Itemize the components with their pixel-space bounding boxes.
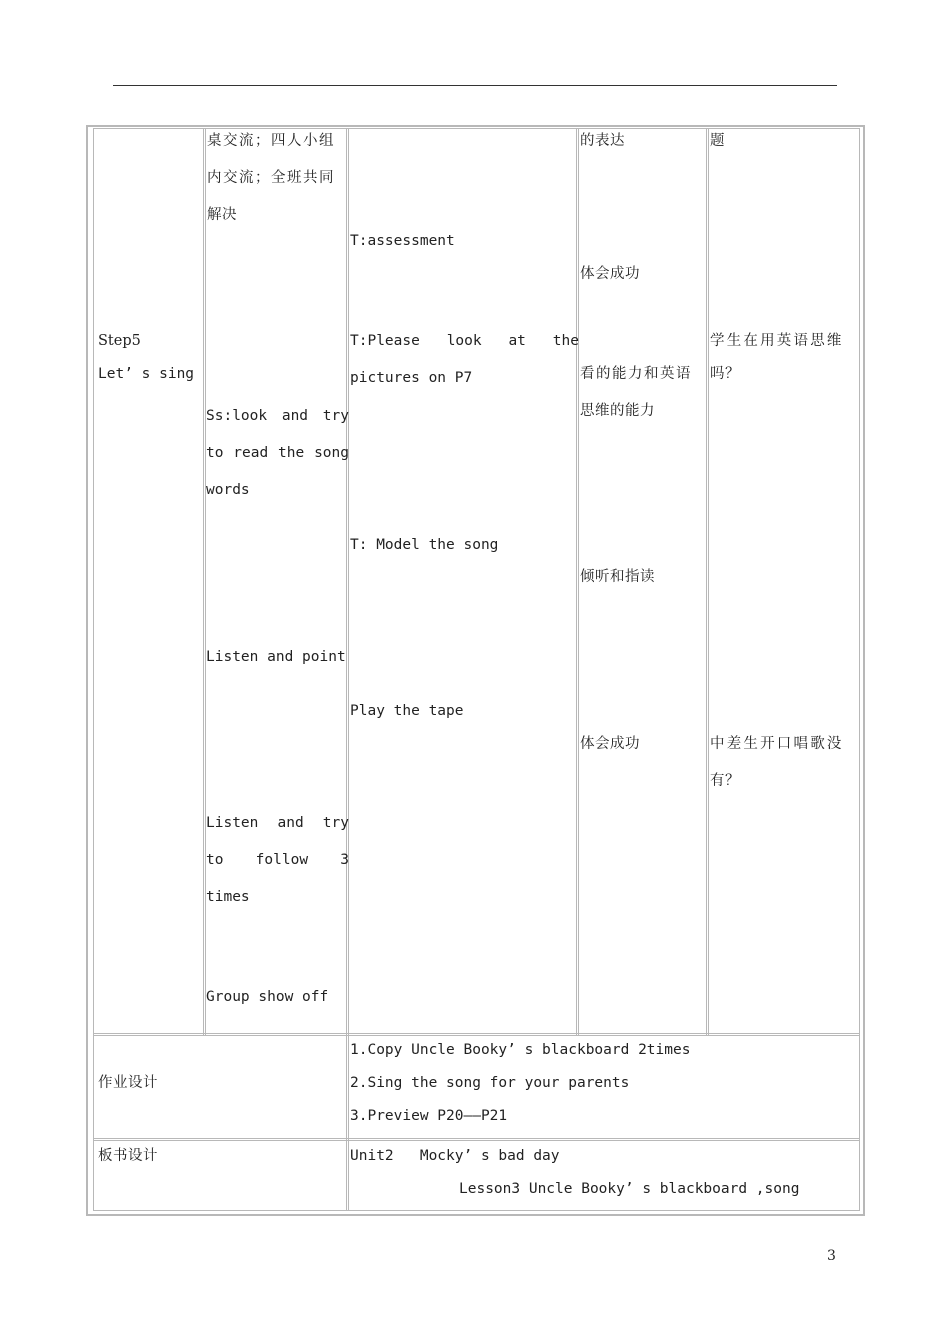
teacher-please-line2: pictures on P7 — [350, 370, 473, 386]
student-follow-line2 — [206, 842, 349, 879]
board-label: 板书设计 — [98, 1148, 158, 1164]
homework-item-3: 3.Preview P20——P21 — [350, 1108, 508, 1124]
student-exchange-line3: 解决 — [207, 207, 237, 223]
reflection-sing-line1: 中差生开口唱歌没 — [710, 736, 844, 752]
purpose-ability-line2: 思维的能力 — [580, 403, 655, 419]
word: the — [278, 445, 305, 461]
purpose-listen-read: 倾听和指读 — [580, 569, 655, 585]
purpose-success-1: 体会成功 — [580, 266, 640, 282]
word: Listen — [206, 815, 259, 831]
word: 3 — [340, 852, 349, 868]
word: look — [446, 333, 482, 349]
student-listen-point: Listen and point — [206, 649, 346, 665]
reflection-think-line1: 学生在用英语思维 — [710, 333, 844, 349]
teacher-assessment: T:assessment — [350, 233, 455, 249]
step-subtitle: Let’ s sing — [98, 366, 195, 382]
word: follow — [255, 852, 309, 868]
word: to — [206, 852, 224, 868]
student-follow-line1 — [206, 805, 349, 842]
student-exchange-line1: 桌交流；四人小组 — [207, 133, 335, 149]
word: T:Please — [350, 333, 420, 349]
board-line-1: Unit2 Mocky’ s bad day — [350, 1148, 560, 1164]
word: try — [322, 408, 349, 424]
reflection-think-line2: 吗？ — [710, 366, 740, 382]
homework-item-2: 2.Sing the song for your parents — [350, 1075, 630, 1091]
purpose-success-2: 体会成功 — [580, 736, 640, 752]
teacher-play: Play the tape — [350, 703, 464, 719]
word: and — [281, 408, 309, 424]
col-divider-3 — [576, 128, 579, 1035]
col-divider-2 — [346, 128, 349, 1211]
purpose-ability-line1: 看的能力和英语 — [580, 366, 692, 382]
header-rule — [113, 85, 837, 86]
word: at — [508, 333, 526, 349]
student-look-line1 — [206, 398, 349, 435]
teacher-model: T: Model the song — [350, 537, 499, 553]
student-follow-line3: times — [206, 889, 250, 905]
word: song — [314, 445, 349, 461]
step-title: Step5 — [98, 333, 141, 349]
purpose-expression: 的表达 — [580, 133, 625, 149]
page-number: 3 — [827, 1248, 836, 1264]
word: and — [277, 815, 304, 831]
col-divider-4 — [706, 128, 709, 1035]
student-look-line3: words — [206, 482, 250, 498]
word: to — [206, 445, 224, 461]
teacher-please-line1 — [350, 323, 579, 360]
word: try — [322, 815, 349, 831]
reflection-sing-line2: 有？ — [710, 773, 740, 789]
word: the — [552, 333, 579, 349]
homework-label: 作业设计 — [98, 1075, 158, 1091]
word: read — [233, 445, 269, 461]
student-group-show: Group show off — [206, 989, 329, 1005]
word: Ss:look — [206, 408, 268, 424]
board-line-2: Lesson3 Uncle Booky’ s blackboard ,song — [459, 1181, 800, 1197]
student-look-line2 — [206, 435, 349, 472]
homework-item-1: 1.Copy Uncle Booky’ s blackboard 2times — [350, 1042, 691, 1058]
student-exchange-line2: 内交流；全班共同 — [207, 170, 335, 186]
reflection-question: 题 — [710, 133, 725, 149]
